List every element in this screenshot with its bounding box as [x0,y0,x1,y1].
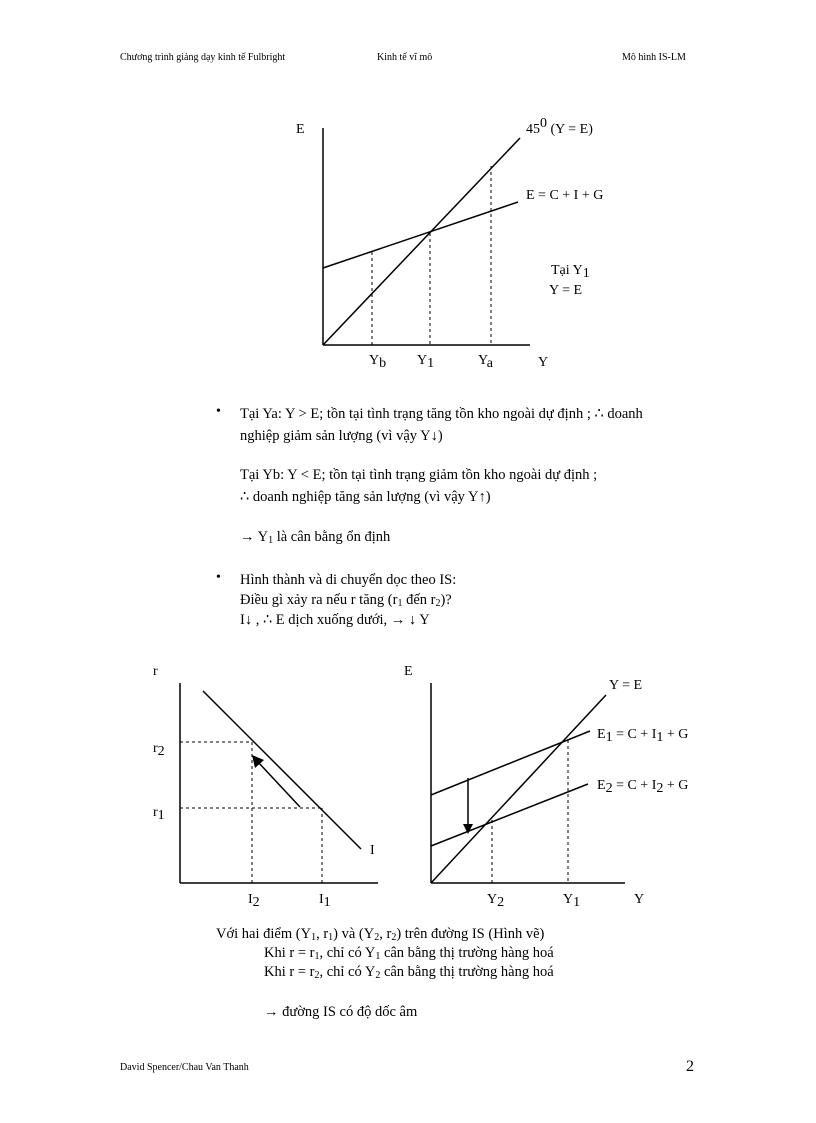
fig3-e1-label: E1 = C + I1 + G [597,727,689,745]
fig3-e1-line [431,731,590,795]
figure-keynesian-cross [296,116,603,371]
fig3-e2-label: E2 = C + I2 + G [597,778,689,796]
fig1-tick-yb: Yb [369,353,387,371]
two-points-line: Với hai điểm ($Y_1$, $r_1$) và ($Y_2$, $r_2$) trên đường IS (Hình vẽ) [216,926,545,943]
is-intro-line-1: Hình thành và di chuyển dọc theo IS: [240,572,457,588]
fig3-45-degree-line [431,695,606,883]
conclusion-line: → đường IS có độ dốc âm [264,1004,418,1020]
ya-line-1: Tại Ya: Y > E; tồn tại tình trạng tăng tồn kho ngoài dự định ; ∴ doanh [240,406,643,422]
condition-r1-line: Khi $r = r_1$, chỉ có $Y_1$ cân bằng thị trường hàng hoá [264,945,554,962]
bullet-2: • [216,570,221,585]
fig3-e2-line [431,784,588,846]
figure-investment-demand [153,664,378,910]
figure-keynesian-shift [404,664,688,910]
fig1-ae-label: E = C + I + G [526,188,604,203]
fig2-y-axis-label: r [153,664,158,679]
fig3-y1-label: Y1 [563,892,581,910]
down-arrow-icon: ↓ [430,428,438,444]
header-subject: Kinh tế vĩ mô [377,52,433,63]
fig1-tick-ya: Ya [478,353,493,371]
ya-line-2: nghiệp giảm sản lượng (vì vậy Y↓) [240,428,443,444]
fig1-expenditure-line [323,202,518,268]
fig1-45-label: 450 (Y = E) [526,116,593,137]
fig2-i2-label: I2 [248,892,260,910]
fig1-note-line2: Y = E [549,283,583,298]
fig3-y-axis-label: E [404,664,413,679]
fig1-tick-y1: Y1 [417,353,435,371]
fig3-45-label: Y = E [609,678,643,693]
right-arrow-icon: → [264,1004,279,1020]
fig1-45-degree-line [323,138,520,345]
is-intro-line-3: I↓ , ∴ E dịch xuống dưới, → ↓ Y [240,612,430,628]
fig3-x-axis-label: Y [634,892,645,907]
fig2-r2-label: r2 [153,741,165,759]
fig1-note-line1: Tại Y1 [551,263,590,281]
up-arrow-icon: ↑ [478,489,486,505]
footer-author: David Spencer/Chau Van Thanh [120,1062,249,1073]
fig2-movement-arrow [258,762,300,807]
fig2-r1-label: r1 [153,805,165,823]
fig2-investment-curve [203,691,361,849]
is-intro-line-2: Điều gì xảy ra nếu r tăng ($r_1$ đến $r_2$)? [240,592,452,609]
fig1-x-axis-label: Y [538,355,549,370]
yb-line-1: Tại Yb: Y < E; tồn tại tình trạng giảm tồn kho ngoài dự định ; [240,467,598,483]
stable-equilibrium-line: → $Y_1$ là cân bằng ổn định [240,529,391,546]
fig3-y2-label: Y2 [487,892,505,910]
yb-line-2: ∴ doanh nghiệp tăng sản lượng (vì vậy Y↑) [240,489,491,505]
fig1-y-axis-label: E [296,122,305,137]
page-number: 2 [686,1058,694,1075]
header-topic: Mô hình IS-LM [622,52,686,63]
fig2-curve-label: I [370,843,375,858]
bullet-1: • [216,404,221,419]
header-course: Chương trình giảng dạy kinh tế Fulbright [120,52,286,63]
condition-r2-line: Khi $r = r_2$, chỉ có $Y_2$ cân bằng thị trường hàng hoá [264,964,554,981]
right-arrow-icon: → [240,529,255,545]
fig2-i1-label: I1 [319,892,331,910]
